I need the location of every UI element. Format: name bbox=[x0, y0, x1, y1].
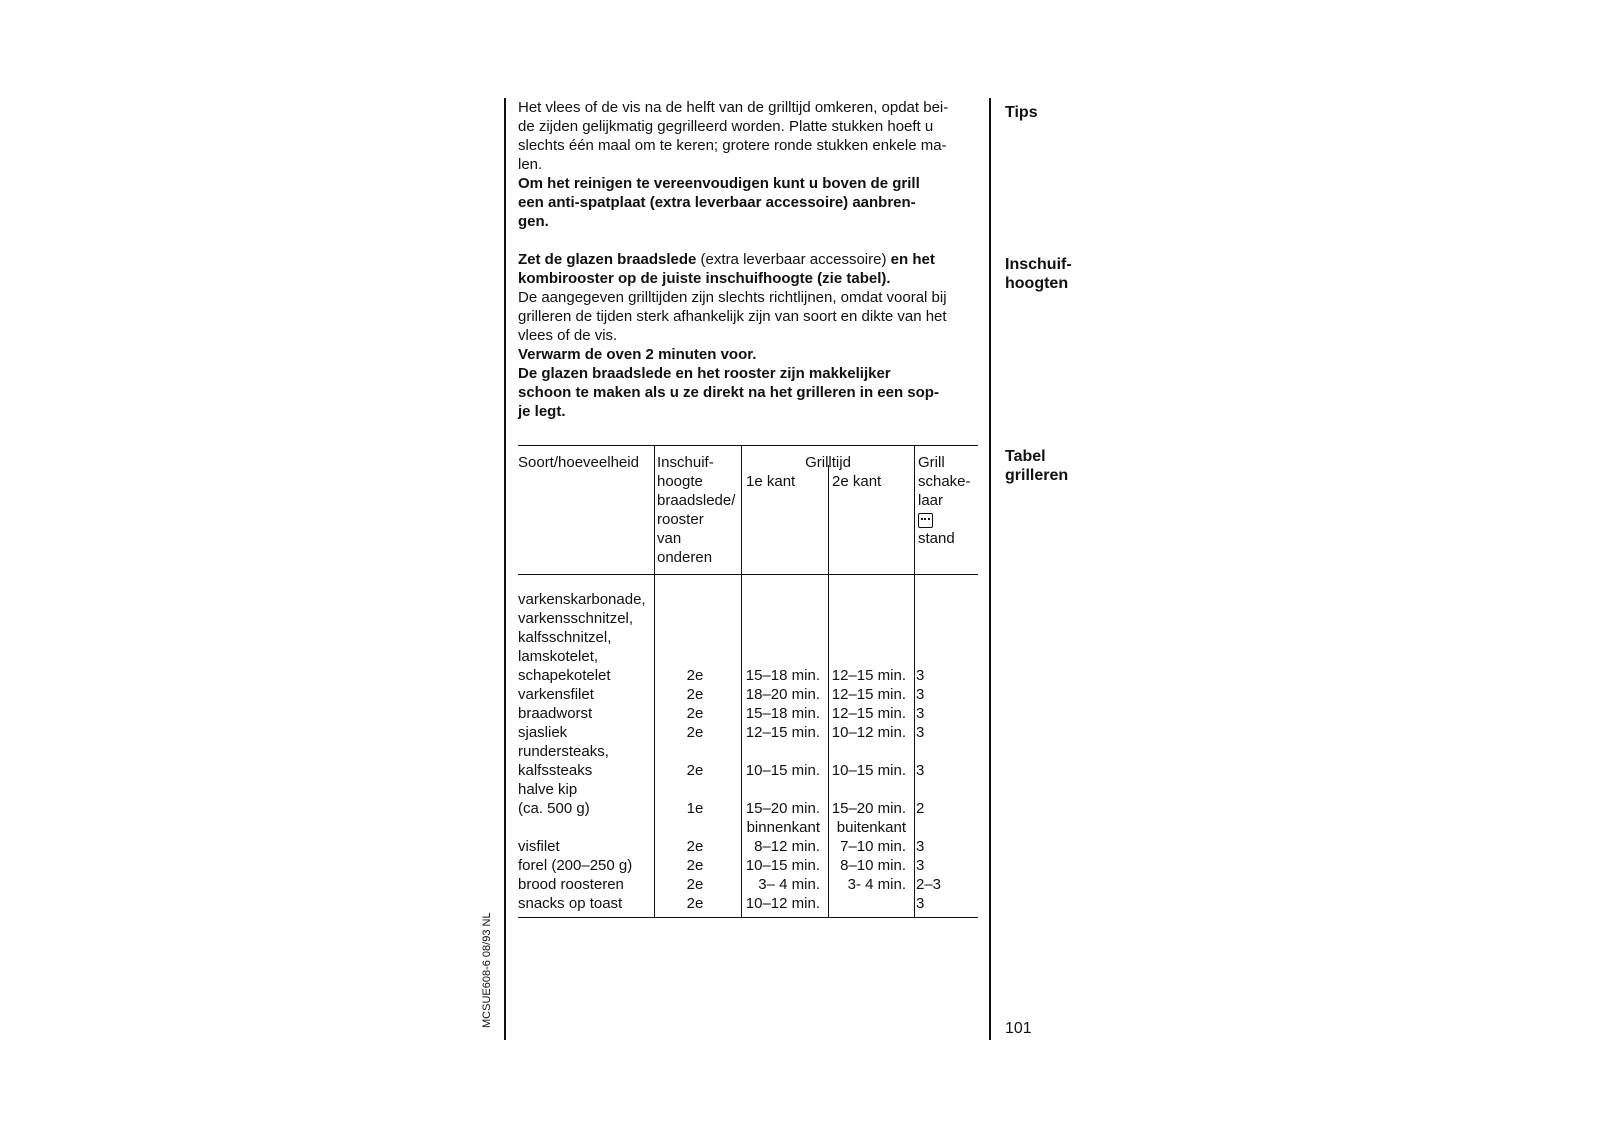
table-row bbox=[518, 666, 978, 685]
table-top-rule bbox=[518, 445, 978, 446]
cell-stand: 3 bbox=[916, 667, 925, 684]
cell-hoogte: 2e bbox=[686, 876, 704, 893]
cell-kant2: 12–15 min. bbox=[831, 667, 906, 684]
cell-stand: 3 bbox=[916, 838, 925, 855]
cell-kant1: 15–20 min. bbox=[745, 800, 820, 817]
cell-soort: brood roosteren bbox=[518, 876, 624, 893]
table-row bbox=[518, 704, 978, 723]
sidebar-heading-inschuifhoogten: Inschuif- hoogten bbox=[1005, 256, 1072, 292]
paragraph-voorverwarmen: Verwarm de oven 2 minuten voor. bbox=[518, 346, 757, 363]
table-bottom-rule bbox=[518, 917, 978, 918]
cell-kant1: 18–20 min. bbox=[745, 686, 820, 703]
cell-hoogte: 2e bbox=[686, 838, 704, 855]
left-margin-rule bbox=[504, 98, 506, 1040]
table-row bbox=[518, 647, 978, 666]
cell-stand: 2–3 bbox=[916, 876, 942, 893]
cell-kant2: 12–15 min. bbox=[831, 705, 906, 722]
cell-hoogte: 2e bbox=[686, 762, 704, 779]
cell-soort: sjasliek bbox=[518, 724, 568, 741]
sidebar-heading-tabel-grilleren: Tabel grilleren bbox=[1005, 448, 1069, 484]
cell-kant1: 10–15 min. bbox=[745, 762, 820, 779]
cell-stand: 3 bbox=[916, 895, 925, 912]
table-row bbox=[518, 761, 978, 780]
cell-hoogte: 2e bbox=[686, 857, 704, 874]
cell-soort: varkenskarbonade, bbox=[518, 591, 646, 608]
cell-kant1: 15–18 min. bbox=[745, 705, 820, 722]
header-soort: Soort/hoeveelheid bbox=[518, 454, 639, 471]
cell-kant1: 12–15 min. bbox=[745, 724, 820, 741]
header-kant2: 2e kant bbox=[832, 473, 882, 490]
cell-soort: halve kip bbox=[518, 781, 578, 798]
cell-soort: kalfssteaks bbox=[518, 762, 593, 779]
cell-kant2: buitenkant bbox=[836, 819, 906, 836]
paragraph-grilltijden: De aangegeven grilltijden zijn slechts richtlijnen, omdat vooral bij grilleren de tijden sterk afhankelijk zijn van soort en dikte van het vlees of de vis. bbox=[518, 289, 947, 344]
cell-stand: 3 bbox=[916, 762, 925, 779]
table-row bbox=[518, 818, 978, 837]
cell-soort: lamskotelet, bbox=[518, 648, 599, 665]
right-margin-rule bbox=[989, 98, 991, 1040]
cell-soort: forel (200–250 g) bbox=[518, 857, 633, 874]
cell-hoogte: 2e bbox=[686, 705, 704, 722]
cell-kant1: 15–18 min. bbox=[745, 667, 820, 684]
header-grilltijd: Grilltijd bbox=[805, 454, 851, 471]
table-row bbox=[518, 590, 978, 609]
cell-kant2: 15–20 min. bbox=[831, 800, 906, 817]
table-row bbox=[518, 628, 978, 647]
table-row bbox=[518, 856, 978, 875]
cell-kant1: 8–12 min. bbox=[754, 838, 820, 855]
cell-kant1: 10–15 min. bbox=[745, 857, 820, 874]
cell-hoogte: 1e bbox=[686, 800, 704, 817]
header-kant1: 1e kant bbox=[746, 473, 796, 490]
cell-soort: rundersteaks, bbox=[518, 743, 609, 760]
table-header-rule bbox=[518, 574, 978, 575]
cell-hoogte: 2e bbox=[686, 895, 704, 912]
table-row bbox=[518, 685, 978, 704]
table-row bbox=[518, 742, 978, 761]
main-text bbox=[518, 98, 978, 421]
cell-soort: kalfsschnitzel, bbox=[518, 629, 612, 646]
table-row bbox=[518, 799, 978, 818]
cell-soort: varkensfilet bbox=[518, 686, 594, 703]
table-row bbox=[518, 780, 978, 799]
paragraph-tips: Het vlees of de vis na de helft van de grilltijd omkeren, opdat bei- de zijden gelijkmatig gegrilleerd worden. Platte stukken hoeft u slechts één maal om te keren; grotere ronde stukken enkele ma- len. bbox=[518, 99, 949, 173]
cell-kant1: binnenkant bbox=[746, 819, 820, 836]
cell-kant1: 10–12 min. bbox=[745, 895, 820, 912]
cell-hoogte: 2e bbox=[686, 686, 704, 703]
grill-table bbox=[518, 445, 978, 918]
cell-soort: snacks op toast bbox=[518, 895, 623, 912]
cell-hoogte: 2e bbox=[686, 667, 704, 684]
cell-kant2: 12–15 min. bbox=[831, 686, 906, 703]
cell-soort: varkensschnitzel, bbox=[518, 610, 634, 627]
paragraph-spatplaat: Om het reinigen te vereenvoudigen kunt u boven de grill een anti-spatplaat (extra leverbaar accessoire) aanbren- gen. bbox=[518, 175, 920, 230]
paragraph-braadslede: Zet de glazen braadslede (extra leverbaar accessoire) en het kombirooster op de juiste inschuifhoogte (zie tabel). bbox=[518, 251, 935, 287]
header-grillschakelaar: Grill schake- laar stand bbox=[918, 454, 971, 547]
cell-stand: 3 bbox=[916, 724, 925, 741]
cell-stand: 3 bbox=[916, 705, 925, 722]
table-row bbox=[518, 875, 978, 894]
table-row bbox=[518, 894, 978, 913]
cell-soort: schapekotelet bbox=[518, 667, 611, 684]
table-row bbox=[518, 837, 978, 856]
sidebar-heading-tips: Tips bbox=[1005, 104, 1038, 121]
cell-soort: (ca. 500 g) bbox=[518, 800, 590, 817]
grill-symbol-icon bbox=[918, 513, 933, 528]
cell-soort: braadworst bbox=[518, 705, 593, 722]
table-row bbox=[518, 723, 978, 742]
page-number: 101 bbox=[1005, 1020, 1032, 1037]
cell-kant2: 10–15 min. bbox=[831, 762, 906, 779]
cell-soort: visfilet bbox=[518, 838, 560, 855]
cell-hoogte: 2e bbox=[686, 724, 704, 741]
cell-kant2: 10–12 min. bbox=[831, 724, 906, 741]
cell-kant2: 7–10 min. bbox=[840, 838, 906, 855]
cell-stand: 3 bbox=[916, 857, 925, 874]
cell-kant2: 3- 4 min. bbox=[847, 876, 906, 893]
table-row bbox=[518, 609, 978, 628]
cell-stand: 3 bbox=[916, 686, 925, 703]
paragraph-schoonmaken: De glazen braadslede en het rooster zijn makkelijker schoon te maken als u ze direkt na het grilleren in een sop- je legt. bbox=[518, 365, 939, 420]
cell-kant1: 3– 4 min. bbox=[758, 876, 820, 893]
header-inschuifhoogte: Inschuif- hoogte braadslede/ rooster van onderen bbox=[657, 454, 736, 566]
cell-kant2: 8–10 min. bbox=[840, 857, 906, 874]
document-code: MCSUE608-6 08/93 NL bbox=[481, 912, 493, 1028]
cell-stand: 2 bbox=[916, 800, 925, 817]
